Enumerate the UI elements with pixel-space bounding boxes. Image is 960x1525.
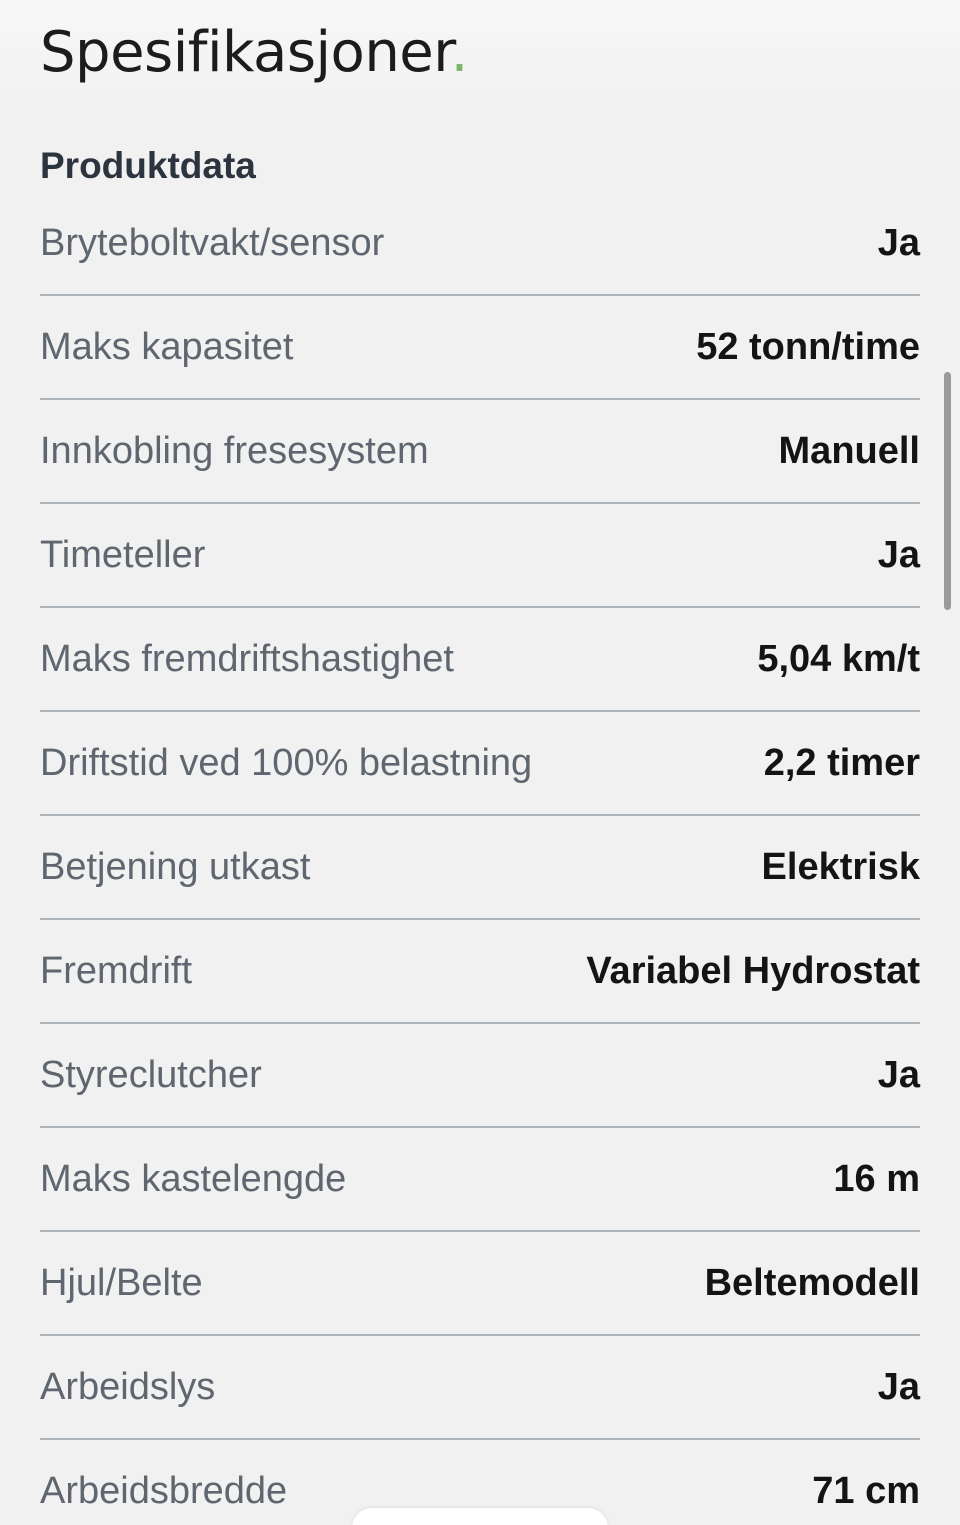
spec-row	[40, 1024, 920, 1128]
spec-label: Maks kapasitet	[40, 325, 294, 368]
spec-row	[40, 1128, 920, 1232]
title-accent-dot: .	[450, 20, 468, 85]
spec-label: Fremdrift	[40, 949, 192, 992]
spec-row	[40, 296, 920, 400]
spec-value: Variabel Hydrostat	[586, 949, 920, 992]
spec-label: Hjul/Belte	[40, 1261, 203, 1304]
spec-label: Innkobling fresesystem	[40, 429, 429, 472]
spec-row	[40, 920, 920, 1024]
spec-value: Elektrisk	[761, 845, 920, 888]
spec-value: Ja	[877, 221, 920, 264]
spec-value: 16 m	[833, 1157, 920, 1200]
page-title-text: Spesifikasjoner	[40, 20, 451, 85]
spec-row	[40, 1336, 920, 1440]
spec-row	[40, 1232, 920, 1336]
spec-value: 2,2 timer	[763, 741, 920, 784]
spec-value: 52 tonn/time	[696, 325, 920, 368]
page-title	[40, 20, 468, 85]
spec-value: Ja	[877, 1365, 920, 1408]
spec-value: 71 cm	[812, 1469, 920, 1512]
spec-row	[40, 192, 920, 296]
scrollbar-thumb[interactable]	[944, 372, 951, 610]
spec-label: Driftstid ved 100% belastning	[40, 741, 533, 784]
spec-value: Ja	[877, 533, 920, 576]
spec-label: Betjening utkast	[40, 845, 311, 888]
section-heading: Produktdata	[40, 145, 256, 186]
spec-row	[40, 504, 920, 608]
spec-value: Ja	[877, 1053, 920, 1096]
spec-row	[40, 816, 920, 920]
spec-label: Maks kastelengde	[40, 1157, 347, 1200]
spec-label: Bryteboltvakt/sensor	[40, 221, 385, 264]
spec-label: Arbeidsbredde	[40, 1469, 288, 1512]
spec-row	[40, 400, 920, 504]
spec-value: 5,04 km/t	[757, 637, 920, 680]
bottom-pill-button[interactable]	[352, 1508, 608, 1525]
spec-label: Timeteller	[40, 533, 206, 576]
spec-value: Beltemodell	[704, 1261, 920, 1304]
spec-value: Manuell	[778, 429, 920, 472]
spec-row	[40, 608, 920, 712]
spec-label: Styreclutcher	[40, 1053, 262, 1096]
spec-list	[40, 192, 920, 1525]
spec-label: Maks fremdriftshastighet	[40, 637, 454, 680]
spec-row	[40, 712, 920, 816]
spec-label: Arbeidslys	[40, 1365, 216, 1408]
